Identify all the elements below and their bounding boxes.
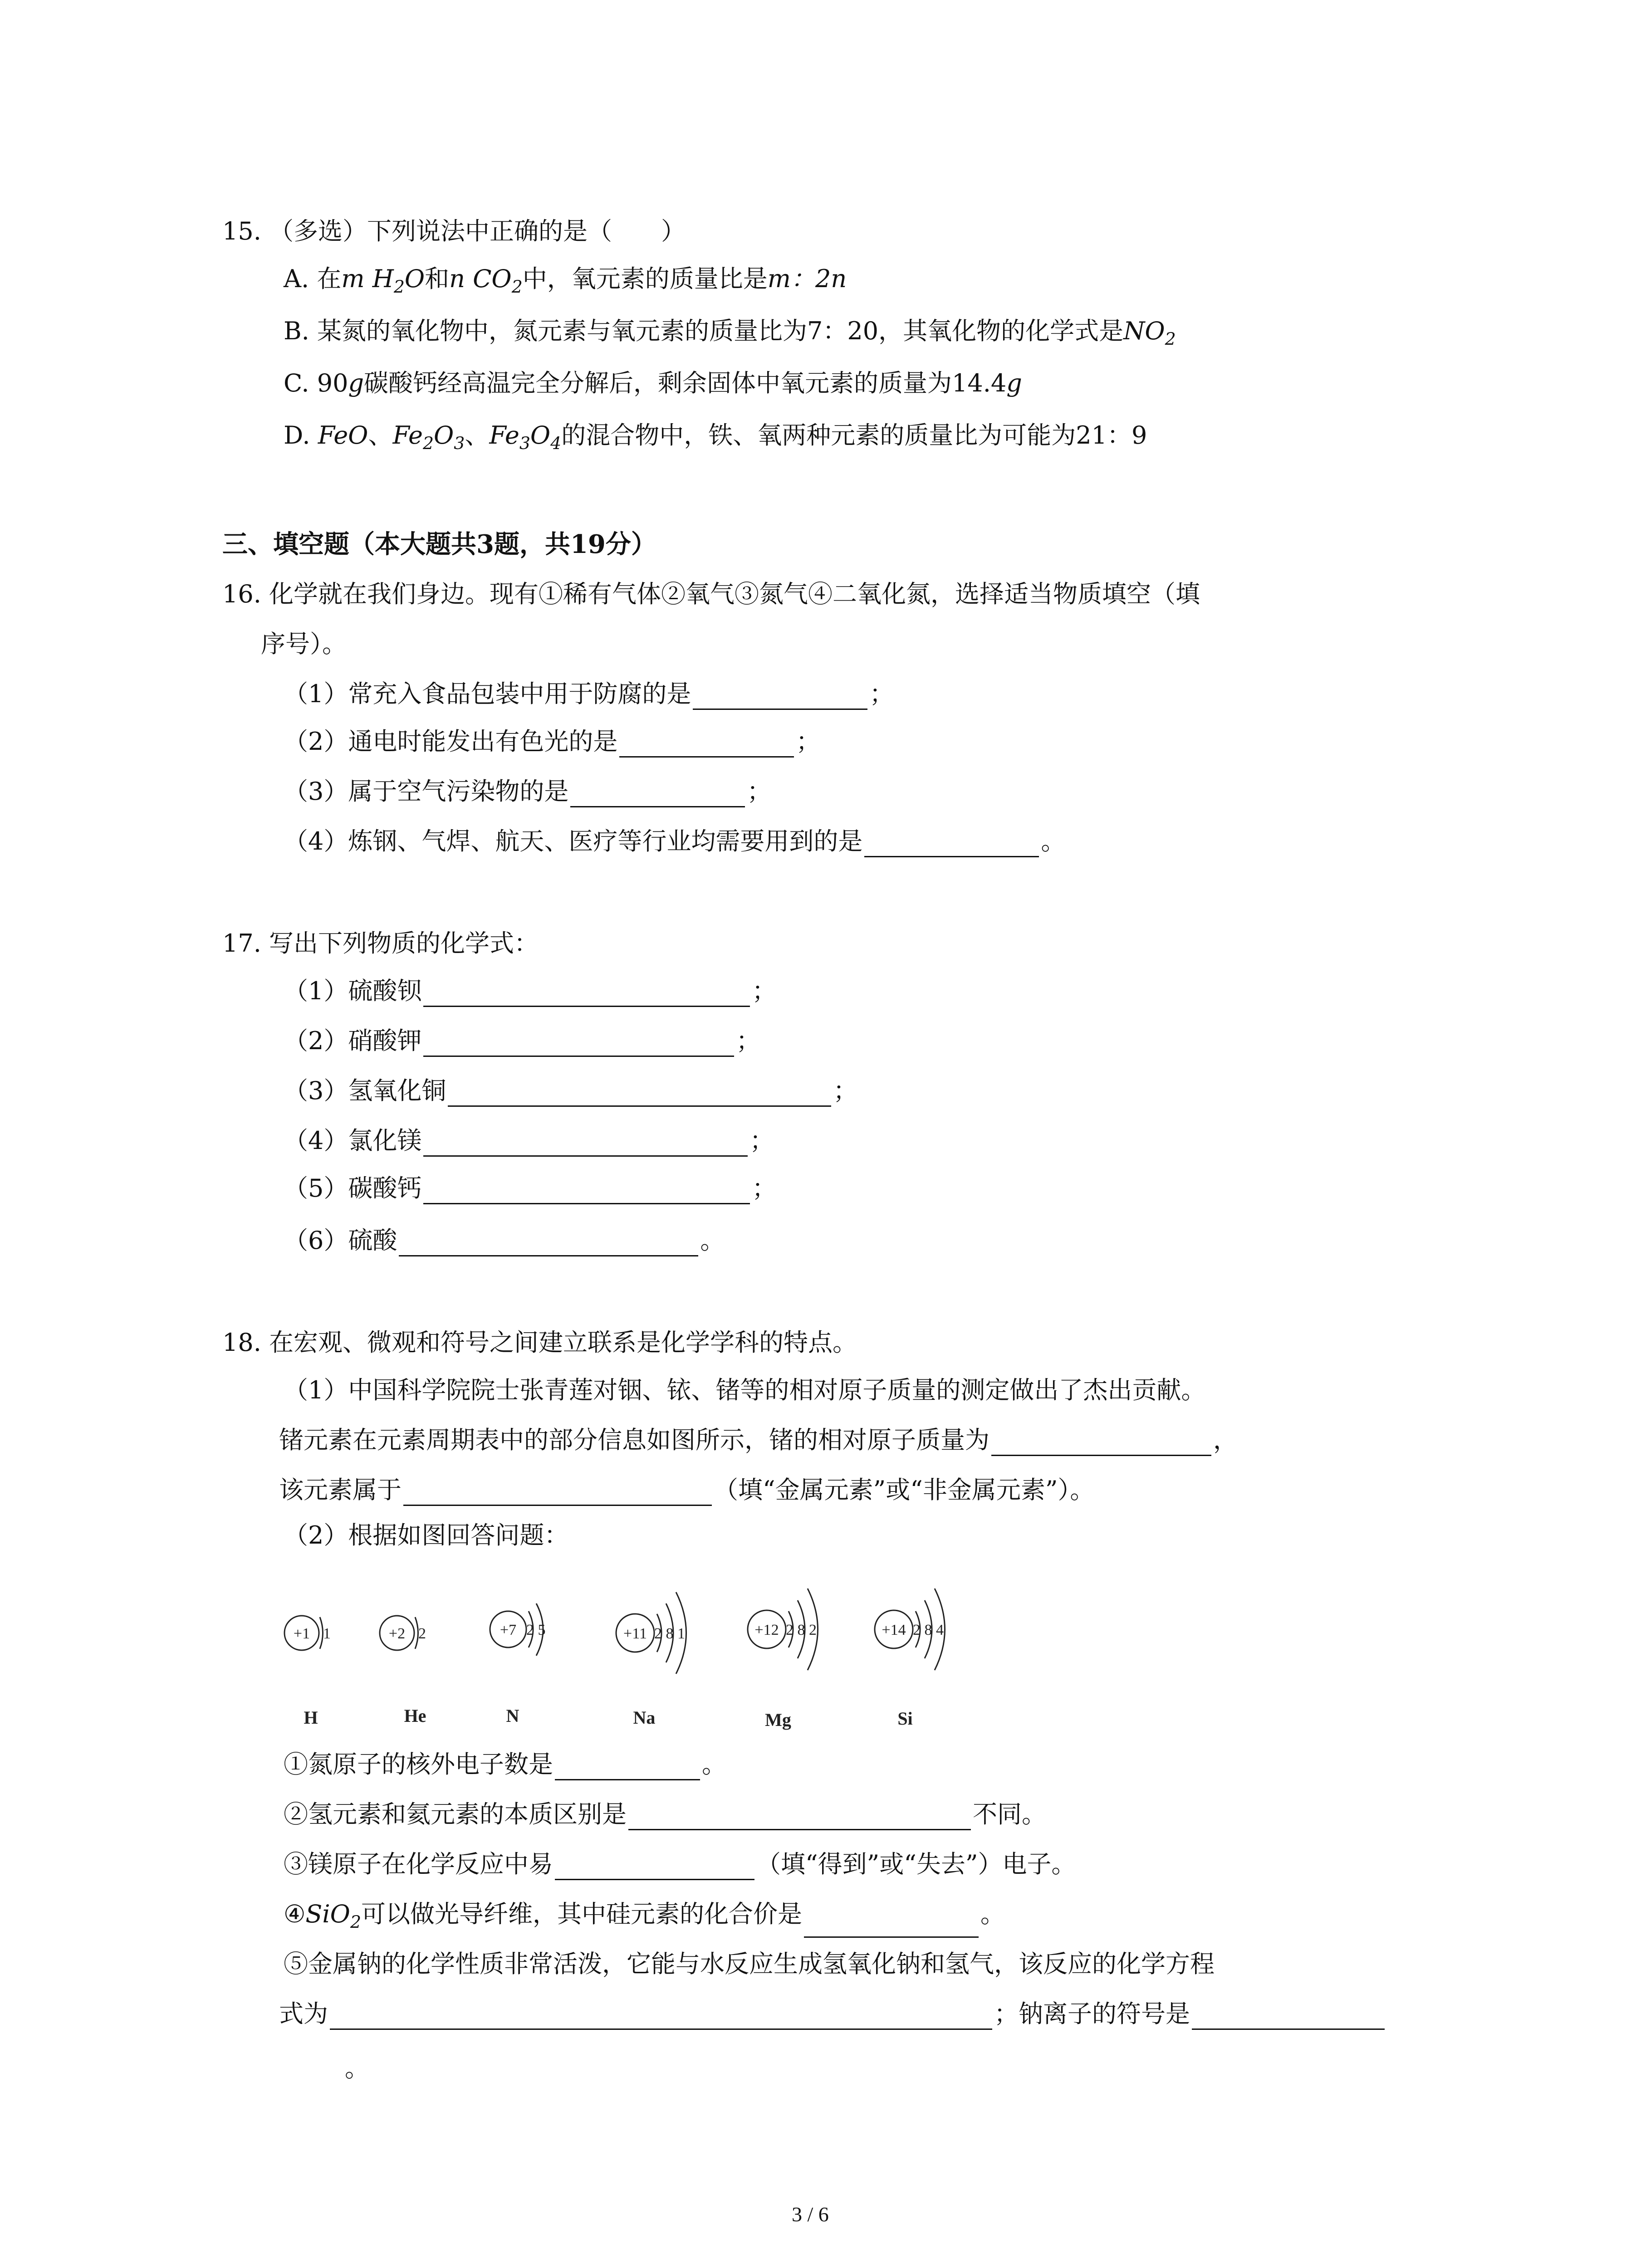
atom-structure-diagrams: [272, 1579, 998, 1733]
q17-item-5-end: ；: [752, 1174, 777, 1202]
q18-sub2-text: ②氢元素和氦元素的本质区别是: [284, 1800, 627, 1828]
q18-sub3-blank[interactable]: [555, 1853, 754, 1880]
q15-c-g: g: [348, 369, 364, 397]
q18-part1-line3: [279, 1474, 1094, 1506]
q17-item-1-label: （1）硫酸钡: [284, 977, 422, 1005]
q18-sub4-formula-sub: 2: [350, 1911, 362, 1932]
page-number: 3 / 6: [792, 2203, 829, 2226]
q15-d-fe3o4-s1: 3: [519, 433, 530, 453]
q15-a-o: O: [404, 264, 425, 293]
atom-n-symbol: N: [506, 1706, 519, 1726]
q16-item-1-end: ；: [869, 679, 894, 708]
atom-mg-shells: 2 8 2: [786, 1622, 817, 1638]
q18-sub3-text: ③镁原子在化学反应中易: [284, 1850, 553, 1878]
q15-d-rest: 的混合物中，铁、氧两种元素的质量比为可能为21：9: [561, 421, 1147, 450]
atom-si-nucleus: +14: [882, 1622, 906, 1638]
q17-item-2-blank[interactable]: [423, 1029, 734, 1057]
q16-item-3-label: （3）属于空气污染物的是: [284, 777, 569, 806]
q17-item-4-label: （4）氯化镁: [284, 1126, 422, 1155]
q17-item-6-label: （6）硫酸: [284, 1226, 397, 1255]
q18-sub5-end: 。: [345, 2054, 369, 2082]
q18-sub1: [284, 1749, 726, 1780]
q18-sub2-blank[interactable]: [628, 1803, 971, 1830]
q15-a-h: H: [372, 264, 394, 293]
q17-item-2-label: （2）硝酸钾: [284, 1026, 422, 1055]
q18-part1-line2-text: 锗元素在元素周期表中的部分信息如图所示，锗的相对原子质量为: [279, 1426, 989, 1454]
atom-mg-nucleus: +12: [754, 1622, 779, 1638]
q16-item-3: [284, 776, 771, 807]
q17-item-5: [284, 1173, 776, 1204]
q15-stem: 15. （多选）下列说法中正确的是（ ）: [222, 217, 686, 245]
q15-c-pre: C. 90: [284, 369, 348, 397]
q18-atomic-mass-blank[interactable]: [991, 1428, 1211, 1456]
q18-sub5-mid: ；钠离子的符号是: [994, 1999, 1190, 2028]
q18-sub5-line2-text: 式为: [279, 1999, 328, 2028]
q15-a-prefix: A. 在: [284, 264, 342, 293]
q15-d-sep1: 、: [368, 421, 393, 450]
q18-equation-blank[interactable]: [330, 2002, 992, 2030]
q15-a-and: 和: [425, 264, 450, 293]
q18-part1-line2: [279, 1424, 1238, 1456]
q15-b-text: B. 某氮的氧化物中，氮元素与氧元素的质量比为7：20，其氧化物的化学式是: [284, 317, 1124, 345]
q16-item-3-end: ；: [747, 777, 772, 806]
q17-stem: 17. 写出下列物质的化学式：: [222, 929, 539, 958]
q15-a-n: n: [449, 264, 465, 293]
q18-sub2-end: 不同。: [973, 1800, 1046, 1828]
q15-d-fe3o4-fe: Fe: [489, 421, 519, 450]
atom-na-symbol: Na: [633, 1707, 656, 1728]
q18-part1-line1: （1）中国科学院院士张青莲对铟、铱、锗等的相对原子质量的测定做出了杰出贡献。: [284, 1376, 1206, 1404]
q18-part2: （2）根据如图回答问题：: [284, 1521, 569, 1549]
q15-option-c: [284, 367, 1022, 399]
q18-element-type-blank[interactable]: [403, 1478, 712, 1506]
atom-na-nucleus: +11: [623, 1625, 647, 1642]
q17-item-1-end: ；: [752, 977, 777, 1005]
q15-a-co-sub: 2: [511, 276, 523, 297]
q15-a-ratio: m：2n: [767, 264, 847, 293]
q16-item-4-blank[interactable]: [864, 830, 1039, 857]
q15-a-co: CO: [473, 264, 512, 293]
q18-sub4-mid: 可以做光导纤维，其中硅元素的化合价是: [361, 1900, 803, 1928]
q15-option-d: [284, 420, 1147, 459]
q18-part1-line2-end: ，: [1213, 1426, 1238, 1454]
q15-b-no-sub: 2: [1165, 328, 1176, 349]
atom-he-nucleus: +2: [388, 1625, 406, 1642]
section-heading: 三、填空题（本大题共3题，共19分）: [222, 529, 656, 559]
q15-d-fe2o3-o: O: [434, 421, 454, 450]
q15-d-feo: FeO: [318, 421, 368, 450]
atom-he-shells: 2: [418, 1625, 426, 1642]
q16-item-1-label: （1）常充入食品包装中用于防腐的是: [284, 679, 691, 708]
atom-n-nucleus: +7: [500, 1622, 517, 1638]
q18-sub2: [284, 1799, 1046, 1830]
q17-item-6-blank[interactable]: [399, 1229, 698, 1256]
q15-option-b: [284, 315, 1176, 355]
q18-ion-symbol-blank[interactable]: [1192, 2002, 1385, 2030]
q16-item-1-blank[interactable]: [693, 682, 867, 710]
q15-a-h-sub: 2: [393, 276, 405, 297]
atom-si-shells: 2 8 4: [913, 1622, 944, 1638]
atom-h-shells: 1: [323, 1625, 331, 1642]
q17-item-4: [284, 1125, 774, 1157]
q18-sub4-end: 。: [980, 1900, 1005, 1928]
atom-he-symbol: He: [404, 1706, 426, 1726]
q17-item-5-blank[interactable]: [423, 1177, 750, 1204]
q16-stem-line2: 序号）。: [261, 630, 347, 658]
q15-d-sep2: 、: [465, 421, 490, 450]
q15-d-fe3o4-s2: 4: [550, 433, 562, 453]
atom-h-shell-1: [320, 1617, 323, 1649]
q17-item-1: [284, 975, 776, 1007]
q17-item-3-blank[interactable]: [448, 1079, 831, 1107]
q16-item-4-end: 。: [1041, 827, 1066, 855]
q16-item-2-blank[interactable]: [619, 730, 794, 758]
q18-sub3: [284, 1848, 1076, 1880]
q15-c-g2: g: [1006, 369, 1022, 397]
q17-item-6: [284, 1225, 725, 1256]
q18-sub4: [284, 1898, 1005, 1938]
q18-sub5-line2: [279, 1998, 1386, 2030]
q18-sub1-blank[interactable]: [555, 1753, 700, 1780]
atom-h-nucleus: +1: [293, 1625, 310, 1642]
q15-d-fe2o3-s1: 2: [422, 433, 434, 453]
atom-mg-symbol: Mg: [765, 1710, 791, 1730]
q17-item-3-end: ；: [833, 1076, 858, 1105]
q15-d-pre: D.: [284, 421, 318, 450]
q18-sub4-formula: SiO: [305, 1900, 350, 1928]
q18-part1-line3-end: （填“金属元素”或“非金属元素”）。: [714, 1476, 1095, 1504]
q18-stem: 18. 在宏观、微观和符号之间建立联系是化学学科的特点。: [222, 1328, 857, 1357]
q18-sub1-text: ①氮原子的核外电子数是: [284, 1750, 553, 1779]
atom-si-symbol: Si: [897, 1708, 913, 1729]
q17-item-6-end: 。: [700, 1226, 725, 1255]
q15-d-fe3o4-o: O: [530, 421, 551, 450]
q18-sub1-end: 。: [702, 1750, 726, 1779]
q16-item-1: [284, 678, 894, 710]
q17-item-3-label: （3）氢氧化铜: [284, 1076, 446, 1105]
q17-item-4-blank[interactable]: [423, 1129, 748, 1157]
q17-item-2: [284, 1025, 760, 1057]
q16-item-4: [284, 826, 1065, 857]
atom-h-symbol: H: [304, 1707, 318, 1728]
q17-item-3: [284, 1075, 857, 1107]
q15-d-fe2o3-s2: 3: [454, 433, 465, 453]
q15-c-mid: 碳酸钙经高温完全分解后，剩余固体中氧元素的质量为14.4: [364, 369, 1007, 397]
q16-item-2-label: （2）通电时能发出有色光的是: [284, 727, 618, 756]
q15-b-no: NO: [1123, 317, 1165, 345]
q17-item-4-end: ；: [749, 1126, 774, 1155]
q15-a-m: m: [341, 264, 365, 293]
atom-na-shells: 2 8 1: [654, 1625, 685, 1642]
atom-n-shells: 2 5: [526, 1622, 546, 1638]
q18-sub3-end: （填“得到”或“失去”）电子。: [756, 1850, 1076, 1878]
q17-item-2-end: ；: [736, 1026, 761, 1055]
q17-item-5-label: （5）碳酸钙: [284, 1174, 422, 1202]
q18-sub4-blank[interactable]: [804, 1910, 979, 1938]
q15-a-rest: 中，氧元素的质量比是: [522, 264, 768, 293]
q15-d-fe2o3-fe: Fe: [392, 421, 423, 450]
q17-item-1-blank[interactable]: [423, 979, 750, 1007]
q18-sub4-pre: ④: [284, 1900, 306, 1928]
q16-item-4-label: （4）炼钢、气焊、航天、医疗等行业均需要用到的是: [284, 827, 863, 855]
q18-part1-line3-text: 该元素属于: [279, 1476, 402, 1504]
q16-item-2-end: ；: [796, 727, 821, 756]
q15-option-a: [284, 263, 847, 303]
q16-stem-line1: 16. 化学就在我们身边。现有①稀有气体②氧气③氮气④二氧化氮，选择适当物质填空（填: [222, 580, 1200, 608]
q18-sub5-line1: ⑤金属钠的化学性质非常活泼，它能与水反应生成氢氧化钠和氢气，该反应的化学方程: [284, 1950, 1215, 1978]
q16-item-2: [284, 726, 820, 758]
atom-he-shell-1: [415, 1617, 418, 1649]
q16-item-3-blank[interactable]: [570, 780, 745, 807]
